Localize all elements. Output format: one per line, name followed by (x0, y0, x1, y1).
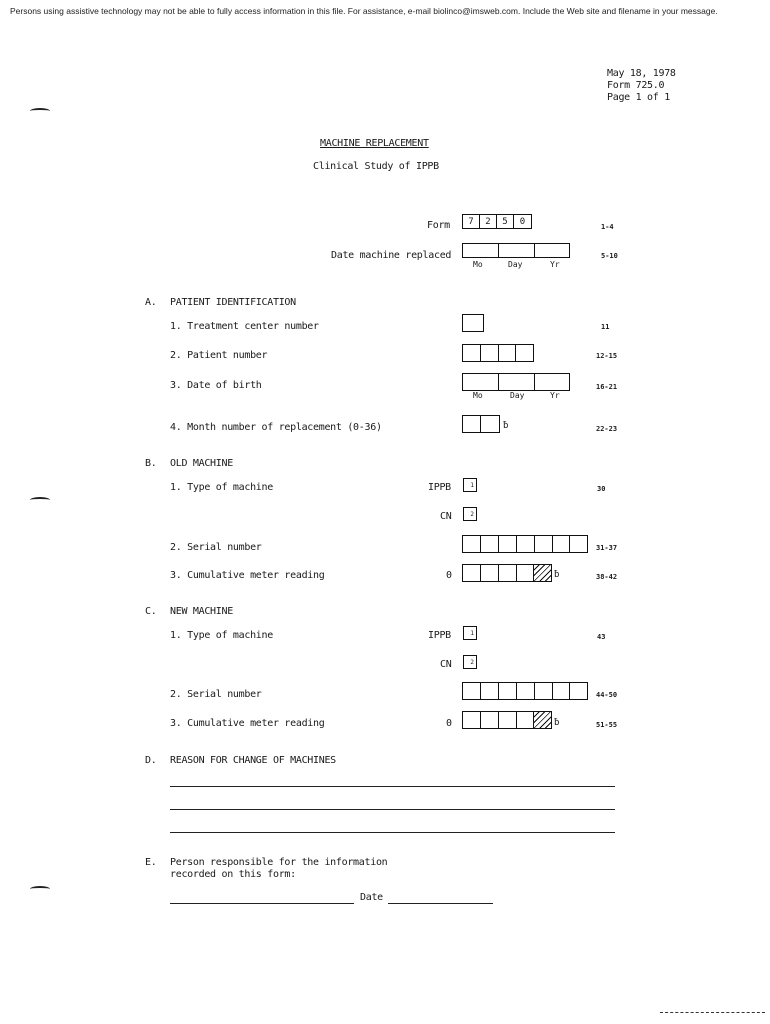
page-title: MACHINE REPLACEMENT (320, 138, 429, 149)
section-title: REASON FOR CHANGE OF MACHINES (170, 755, 336, 766)
field-label: 2. Patient number (170, 350, 268, 361)
column-code: 51-55 (596, 721, 618, 729)
patient-number-boxes[interactable] (462, 344, 534, 362)
form-number-boxes (462, 214, 532, 229)
dob-boxes[interactable] (462, 373, 570, 391)
header-form: Form 725.0 (607, 80, 665, 91)
column-code: 44-50 (596, 691, 618, 699)
meter-prefix: 0 (446, 570, 452, 581)
accessibility-notice: Persons using assistive technology may not be able to fully access information in this file. For assistance, e-mail biolinco@imsweb.com. Include the Web site and filename in your message. (10, 6, 718, 16)
cn-checkbox[interactable]: 2 (463, 507, 477, 521)
section-title: Person responsible for the information (170, 857, 388, 868)
section-title: PATIENT IDENTIFICATION (170, 297, 296, 308)
ippb-checkbox[interactable]: 1 (463, 626, 477, 640)
slash-mark: ƀ (503, 421, 509, 431)
column-code: 30 (597, 485, 606, 493)
field-label: 2. Serial number (170, 689, 262, 700)
column-code: 5-10 (601, 252, 618, 260)
section-title-cont: recorded on this form: (170, 869, 296, 880)
column-code: 12-15 (596, 352, 618, 360)
form-digit: 2 (480, 215, 497, 228)
page-subtitle: Clinical Study of IPPB (313, 161, 439, 172)
month-number-boxes[interactable] (462, 415, 500, 433)
binder-mark (30, 497, 50, 503)
old-serial-boxes[interactable] (462, 535, 588, 553)
column-code: 1-4 (601, 223, 614, 231)
column-code: 31-37 (596, 544, 618, 552)
date-line[interactable] (388, 903, 493, 904)
new-meter-boxes[interactable] (462, 711, 552, 729)
month-caption: Mo (473, 260, 483, 269)
form-digit: 7 (463, 215, 480, 228)
section-letter: D. (145, 755, 157, 766)
day-caption: Day (510, 391, 525, 400)
slash-mark: ƀ (554, 718, 560, 728)
signature-line[interactable] (170, 903, 354, 904)
scan-artifact (660, 1012, 765, 1013)
column-code: 43 (597, 633, 606, 641)
cn-label: CN (440, 511, 452, 522)
form-digit: 5 (497, 215, 514, 228)
column-code: 16-21 (596, 383, 618, 391)
header-page: Page 1 of 1 (607, 92, 670, 103)
reason-line[interactable] (170, 809, 615, 810)
day-caption: Day (508, 260, 523, 269)
date-replaced-boxes[interactable] (462, 243, 570, 258)
field-label: 1. Type of machine (170, 482, 273, 493)
field-label: 1. Treatment center number (170, 321, 319, 332)
old-meter-boxes[interactable] (462, 564, 552, 582)
column-code: 11 (601, 323, 610, 331)
reason-line[interactable] (170, 786, 615, 787)
month-caption: Mo (473, 391, 483, 400)
section-title: OLD MACHINE (170, 458, 233, 469)
date-replaced-label: Date machine replaced (331, 250, 452, 261)
section-letter: E. (145, 857, 157, 868)
field-label: 2. Serial number (170, 542, 262, 553)
new-serial-boxes[interactable] (462, 682, 588, 700)
date-label: Date (360, 892, 383, 903)
field-label: 3. Cumulative meter reading (170, 718, 325, 729)
meter-prefix: 0 (446, 718, 452, 729)
year-caption: Yr (550, 391, 560, 400)
binder-mark (30, 108, 50, 114)
field-label: 3. Date of birth (170, 380, 262, 391)
section-letter: B. (145, 458, 157, 469)
slash-mark: ƀ (554, 570, 560, 580)
cn-label: CN (440, 659, 452, 670)
column-code: 22-23 (596, 425, 618, 433)
form-label: Form (427, 220, 450, 231)
reason-line[interactable] (170, 832, 615, 833)
ippb-label: IPPB (428, 630, 451, 641)
ippb-label: IPPB (428, 482, 451, 493)
section-letter: A. (145, 297, 157, 308)
treatment-center-box[interactable] (462, 314, 484, 332)
column-code: 38-42 (596, 573, 618, 581)
form-digit: 0 (519, 217, 526, 227)
section-letter: C. (145, 606, 157, 617)
ippb-checkbox[interactable]: 1 (463, 478, 477, 492)
header-date: May 18, 1978 (607, 68, 676, 79)
section-title: NEW MACHINE (170, 606, 233, 617)
year-caption: Yr (550, 260, 560, 269)
field-label: 3. Cumulative meter reading (170, 570, 325, 581)
field-label: 1. Type of machine (170, 630, 273, 641)
field-label: 4. Month number of replacement (0-36) (170, 422, 382, 433)
binder-mark (30, 886, 50, 892)
cn-checkbox[interactable]: 2 (463, 655, 477, 669)
